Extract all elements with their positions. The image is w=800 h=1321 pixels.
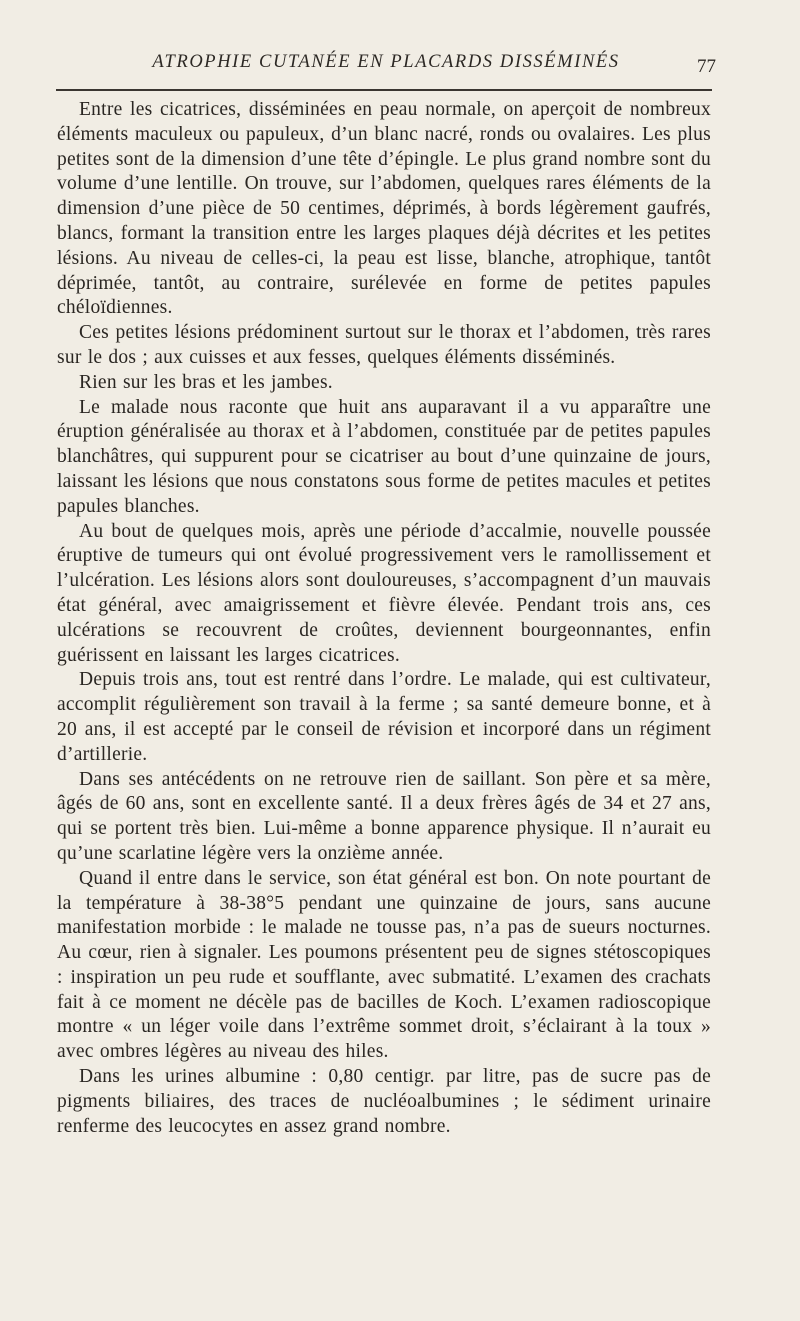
paragraph: Quand il entre dans le service, son état général est bon. On note pourtant de la température à 38-38°5 pendant une quinzaine de jours, sans aucune manifestation morbide : le malade ne tousse pas, n’a pas de sueurs nocturnes. Au cœur, rien à signaler. Les poumons présentent peu de signes stétoscopiques : inspiration un peu rude et soufflante, avec submatité. L’examen des crachats fait à ce moment ne décèle pas de bacilles de Koch. L’examen radioscopique montre « un léger voile dans l’extrême sommet droit, s’éclairant à la toux » avec ombres légères au niveau des hiles. [57,867,711,1063]
paragraph: Entre les cicatrices, disséminées en peau normale, on aperçoit de nombreux éléments maculeux ou papuleux, d’un blanc nacré, ronds ou ovalaires. Les plus petites sont de la dimension d’une tête d’épingle. Le plus grand nombre sont du volume d’une lentille. On trouve, sur l’abdomen, quelques rares éléments de la dimension d’une pièce de 50 centimes, déprimés, à bords légèrement gaufrés, blancs, formant la transition entre les larges plaques déjà décrites et les petites lésions. Au niveau de celles-ci, la peau est lisse, blanche, atrophique, tantôt déprimée, tantôt, au contraire, surélevée en forme de petites papules chéloïdiennes. [57,99,711,319]
paragraph: Le malade nous raconte que huit ans auparavant il a vu apparaître une éruption généralisée au thorax et à l’abdomen, constituée par de petites papules blanchâtres, qui suppurent pour se cicatriser au bout d’une quinzaine de jours, laissant les lésions que nous constatons sous forme de petites macules et petites papules blanches. [57,396,711,517]
paragraph: Depuis trois ans, tout est rentré dans l’ordre. Le malade, qui est cultivateur, accomplit régulièrement son travail à la ferme ; sa santé demeure bonne, et à 20 ans, il est accepté par le conseil de révision et incorporé dans un régiment d’artillerie. [57,669,711,765]
paragraph: Dans les urines albumine : 0,80 centigr. par litre, pas de sucre pas de pigments biliaires, des traces de nucléoalbumines ; le sédiment urinaire renferme des leucocytes en assez grand nombre. [57,1066,711,1137]
body-text [57,98,711,1139]
paragraph: Rien sur les bras et les jambes. [79,371,333,393]
paragraph: Au bout de quelques mois, après une période d’accalmie, nouvelle poussée éruptive de tumeurs qui ont évolué progressivement vers le ramollissement et l’ulcération. Les lésions alors sont douloureuses, s’accompagnent d’un mauvais état général, avec amaigrissement et fièvre élevée. Pendant trois ans, ces ulcérations se recouvrent de croûtes, deviennent bourgeonnantes, enfin guérissent en laissant les larges cicatrices. [57,520,711,666]
header-rule [56,89,712,91]
paragraph: Dans ses antécédents on ne retrouve rien de saillant. Son père et sa mère, âgés de 60 ans, sont en excellente santé. Il a deux frères âgés de 34 et 27 ans, qui se portent très bien. Lui-même a bonne apparence physique. Il n’aurait eu qu’une scarlatine légère vers la onzième année. [57,768,711,864]
page-header [60,50,716,86]
page-number: 77 [697,56,716,77]
running-title: ATROPHIE CUTANÉE EN PLACARDS DISSÉMINÉS [152,52,620,72]
paragraph: Ces petites lésions prédominent surtout sur le thorax et l’abdomen, très rares sur le dos ; aux cuisses et aux fesses, quelques éléments disséminés. [57,322,711,368]
